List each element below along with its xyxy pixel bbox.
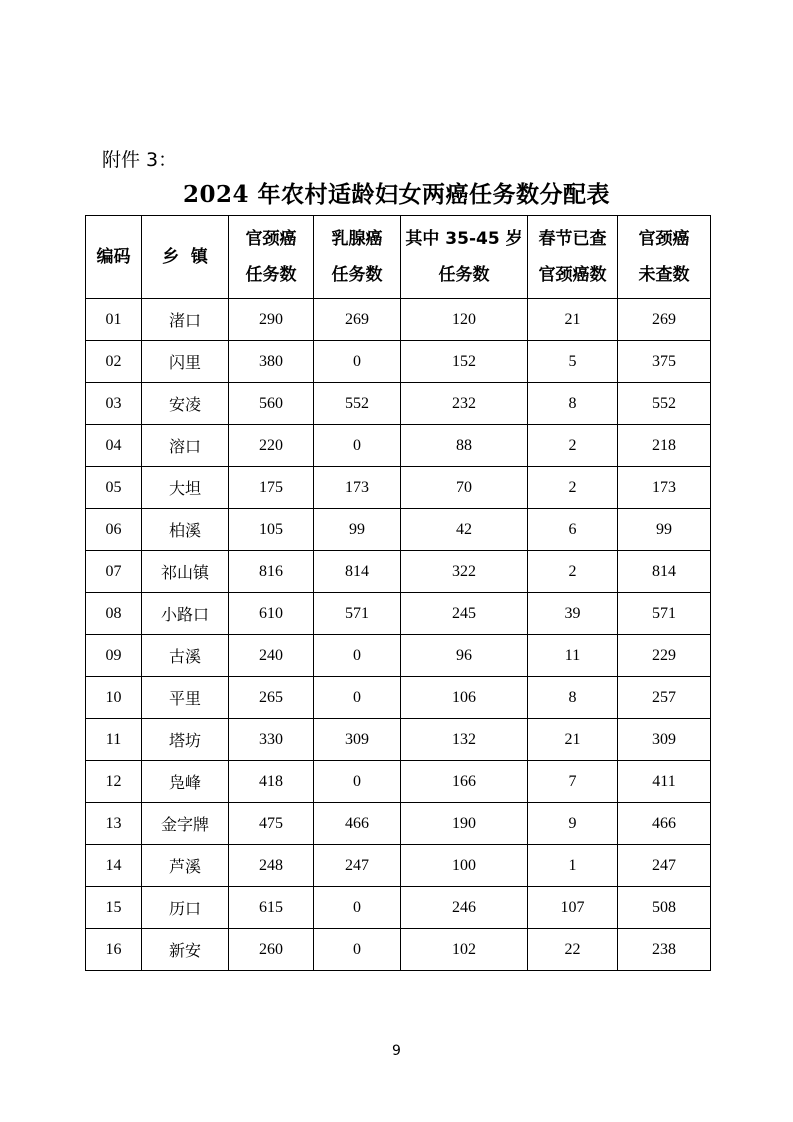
cell-checked: 11 — [528, 635, 618, 677]
cell-breast-task: 552 — [314, 383, 401, 425]
cell-breast-task: 99 — [314, 509, 401, 551]
table-row — [86, 845, 711, 887]
cell-checked: 8 — [528, 383, 618, 425]
cell-age-task: 106 — [401, 677, 528, 719]
cell-code: 12 — [86, 761, 142, 803]
header-breast-task-line2: 任务数 — [331, 265, 383, 285]
cell-town: 闪里 — [142, 341, 229, 383]
cell-cervical-task: 475 — [229, 803, 314, 845]
cell-age-task: 70 — [401, 467, 528, 509]
cell-breast-task: 269 — [314, 299, 401, 341]
cell-code: 03 — [86, 383, 142, 425]
cell-cervical-task: 330 — [229, 719, 314, 761]
cell-town: 柏溪 — [142, 509, 229, 551]
cell-unchecked: 269 — [618, 299, 711, 341]
document-title: 2024 年农村适龄妇女两癌任务数分配表 — [182, 181, 611, 208]
cell-cervical-task: 290 — [229, 299, 314, 341]
table-row — [86, 719, 711, 761]
cell-code: 15 — [86, 887, 142, 929]
cell-age-task: 152 — [401, 341, 528, 383]
table-row — [86, 299, 711, 341]
cell-unchecked: 99 — [618, 509, 711, 551]
cell-checked: 21 — [528, 719, 618, 761]
cell-cervical-task: 240 — [229, 635, 314, 677]
cell-checked: 5 — [528, 341, 618, 383]
header-unchecked — [618, 216, 711, 299]
cell-cervical-task: 105 — [229, 509, 314, 551]
table-row — [86, 677, 711, 719]
cell-cervical-task: 816 — [229, 551, 314, 593]
cell-checked: 7 — [528, 761, 618, 803]
cell-age-task: 245 — [401, 593, 528, 635]
table-row — [86, 383, 711, 425]
cell-code: 04 — [86, 425, 142, 467]
header-age-task-line1: 其中 35-45 岁 — [405, 229, 523, 249]
table-row — [86, 425, 711, 467]
cell-code: 11 — [86, 719, 142, 761]
cell-age-task: 96 — [401, 635, 528, 677]
header-cervical-task-line2: 任务数 — [245, 265, 297, 285]
cell-unchecked: 229 — [618, 635, 711, 677]
cell-age-task: 102 — [401, 929, 528, 971]
cell-unchecked: 257 — [618, 677, 711, 719]
cell-checked: 107 — [528, 887, 618, 929]
cell-checked: 9 — [528, 803, 618, 845]
table-row — [86, 803, 711, 845]
cell-code: 08 — [86, 593, 142, 635]
cell-cervical-task: 265 — [229, 677, 314, 719]
cell-town: 古溪 — [142, 635, 229, 677]
table-row — [86, 341, 711, 383]
table-row — [86, 929, 711, 971]
cell-town: 安凌 — [142, 383, 229, 425]
cell-checked: 2 — [528, 551, 618, 593]
cell-age-task: 132 — [401, 719, 528, 761]
cell-town: 历口 — [142, 887, 229, 929]
cell-age-task: 190 — [401, 803, 528, 845]
cell-code: 10 — [86, 677, 142, 719]
cell-age-task: 88 — [401, 425, 528, 467]
cell-breast-task: 0 — [314, 341, 401, 383]
cell-cervical-task: 380 — [229, 341, 314, 383]
cell-age-task: 42 — [401, 509, 528, 551]
allocation-table — [85, 215, 711, 971]
cell-breast-task: 0 — [314, 761, 401, 803]
cell-breast-task: 247 — [314, 845, 401, 887]
cell-unchecked: 508 — [618, 887, 711, 929]
cell-code: 07 — [86, 551, 142, 593]
cell-cervical-task: 248 — [229, 845, 314, 887]
cell-age-task: 120 — [401, 299, 528, 341]
attachment-label: 附件 3： — [102, 149, 178, 171]
cell-breast-task: 0 — [314, 425, 401, 467]
page-number: 9 — [392, 1043, 401, 1059]
cell-age-task: 322 — [401, 551, 528, 593]
header-cervical-task — [229, 216, 314, 299]
header-cervical-task-line1: 官颈癌 — [245, 229, 297, 249]
cell-breast-task: 0 — [314, 929, 401, 971]
cell-town: 渚口 — [142, 299, 229, 341]
header-age-task — [401, 216, 528, 299]
cell-age-task: 246 — [401, 887, 528, 929]
cell-checked: 1 — [528, 845, 618, 887]
header-town-text: 乡 镇 — [162, 247, 208, 267]
cell-checked: 2 — [528, 425, 618, 467]
cell-cervical-task: 260 — [229, 929, 314, 971]
cell-unchecked: 247 — [618, 845, 711, 887]
cell-town: 凫峰 — [142, 761, 229, 803]
table-row — [86, 635, 711, 677]
cell-town: 平里 — [142, 677, 229, 719]
header-breast-task-line1: 乳腺癌 — [331, 229, 383, 249]
cell-town: 小路口 — [142, 593, 229, 635]
cell-breast-task: 466 — [314, 803, 401, 845]
header-unchecked-line2: 未查数 — [638, 265, 690, 285]
cell-code: 09 — [86, 635, 142, 677]
cell-breast-task: 0 — [314, 677, 401, 719]
cell-unchecked: 309 — [618, 719, 711, 761]
cell-code: 01 — [86, 299, 142, 341]
cell-town: 大坦 — [142, 467, 229, 509]
cell-town: 新安 — [142, 929, 229, 971]
cell-breast-task: 173 — [314, 467, 401, 509]
cell-unchecked: 173 — [618, 467, 711, 509]
header-town — [142, 216, 229, 299]
table-row — [86, 551, 711, 593]
cell-cervical-task: 418 — [229, 761, 314, 803]
header-checked-line1: 春节已查 — [538, 229, 607, 249]
cell-checked: 2 — [528, 467, 618, 509]
cell-code: 14 — [86, 845, 142, 887]
cell-code: 06 — [86, 509, 142, 551]
table-row — [86, 761, 711, 803]
cell-town: 溶口 — [142, 425, 229, 467]
cell-code: 02 — [86, 341, 142, 383]
cell-cervical-task: 220 — [229, 425, 314, 467]
cell-unchecked: 571 — [618, 593, 711, 635]
cell-checked: 39 — [528, 593, 618, 635]
header-checked — [528, 216, 618, 299]
cell-cervical-task: 610 — [229, 593, 314, 635]
cell-checked: 6 — [528, 509, 618, 551]
header-code — [86, 216, 142, 299]
header-age-task-line2: 任务数 — [438, 265, 490, 285]
cell-breast-task: 0 — [314, 887, 401, 929]
cell-unchecked: 411 — [618, 761, 711, 803]
cell-unchecked: 552 — [618, 383, 711, 425]
cell-breast-task: 0 — [314, 635, 401, 677]
cell-breast-task: 814 — [314, 551, 401, 593]
cell-breast-task: 309 — [314, 719, 401, 761]
table-header-row — [86, 216, 711, 299]
cell-code: 05 — [86, 467, 142, 509]
cell-unchecked: 238 — [618, 929, 711, 971]
cell-age-task: 100 — [401, 845, 528, 887]
cell-code: 16 — [86, 929, 142, 971]
cell-unchecked: 375 — [618, 341, 711, 383]
cell-checked: 22 — [528, 929, 618, 971]
cell-cervical-task: 615 — [229, 887, 314, 929]
header-checked-line2: 官颈癌数 — [538, 265, 607, 285]
cell-unchecked: 218 — [618, 425, 711, 467]
cell-town: 金字牌 — [142, 803, 229, 845]
cell-checked: 8 — [528, 677, 618, 719]
cell-age-task: 166 — [401, 761, 528, 803]
cell-unchecked: 814 — [618, 551, 711, 593]
cell-town: 祁山镇 — [142, 551, 229, 593]
cell-unchecked: 466 — [618, 803, 711, 845]
cell-checked: 21 — [528, 299, 618, 341]
table-row — [86, 887, 711, 929]
cell-cervical-task: 175 — [229, 467, 314, 509]
table-row — [86, 467, 711, 509]
cell-town: 塔坊 — [142, 719, 229, 761]
table-row — [86, 593, 711, 635]
header-unchecked-line1: 官颈癌 — [638, 229, 690, 249]
header-breast-task — [314, 216, 401, 299]
cell-breast-task: 571 — [314, 593, 401, 635]
cell-cervical-task: 560 — [229, 383, 314, 425]
header-code-text: 编码 — [96, 247, 131, 267]
table-body — [86, 299, 711, 971]
cell-code: 13 — [86, 803, 142, 845]
table-row — [86, 509, 711, 551]
cell-age-task: 232 — [401, 383, 528, 425]
cell-town: 芦溪 — [142, 845, 229, 887]
